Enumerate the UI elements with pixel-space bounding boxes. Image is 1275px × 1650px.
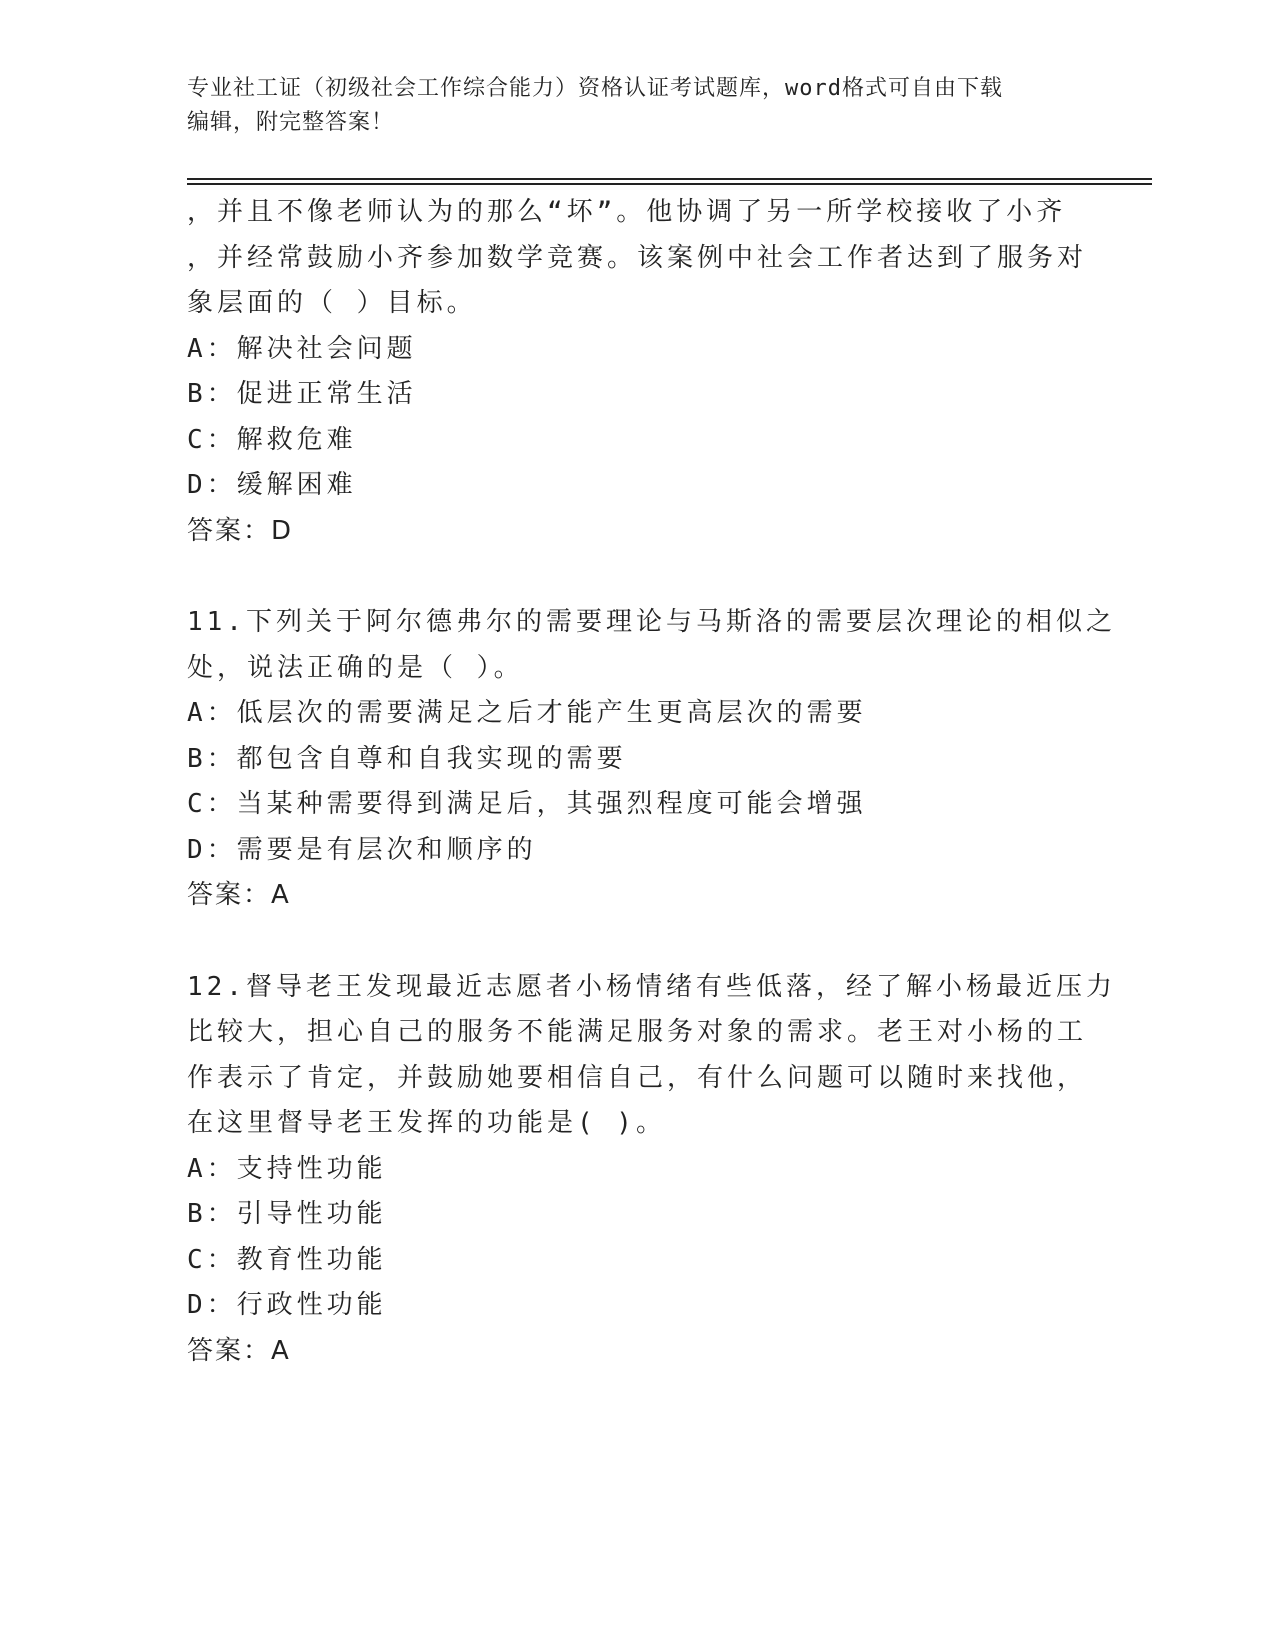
- question-12: [187, 965, 1116, 1375]
- option-c: C：教育性功能: [187, 1244, 387, 1275]
- option-a: A：支持性功能: [187, 1153, 387, 1184]
- answer-label: 答案：A: [187, 1335, 291, 1366]
- question-stem-line: 象层面的（ ）目标。: [187, 288, 477, 318]
- question-spacer: [187, 554, 1087, 600]
- header-line-2: 编辑，附完整答案！: [187, 110, 395, 135]
- question-stem-line: ，并且不像老师认为的那么“坏”。他协调了另一所学校接收了小齐: [187, 197, 1067, 227]
- header-divider-top: [187, 178, 1152, 180]
- option-b: B：都包含自尊和自我实现的需要: [187, 743, 627, 774]
- option-d: D：需要是有层次和顺序的: [187, 834, 537, 865]
- answer-label: 答案：A: [187, 880, 291, 910]
- question-stem-line: 11.下列关于阿尔德弗尔的需要理论与马斯洛的需要层次理论的相似之: [187, 607, 1116, 637]
- option-a: A：低层次的需要满足之后才能产生更高层次的需要: [187, 698, 867, 728]
- option-c: C：解救危难: [187, 424, 357, 455]
- question-stem-line: 12.督导老王发现最近志愿者小杨情绪有些低落，经了解小杨最近压力: [187, 971, 1116, 1002]
- header-line-1: 专业社工证（初级社会工作综合能力）资格认证考试题库，word格式可自由下载: [187, 76, 1003, 101]
- question-stem-line: ，并经常鼓励小齐参加数学竞赛。该案例中社会工作者达到了服务对: [187, 242, 1088, 273]
- page-header: [187, 72, 1087, 140]
- option-d: D：行政性功能: [187, 1290, 387, 1320]
- option-d: D：缓解困难: [187, 470, 357, 500]
- question-stem-line: 作表示了肯定，并鼓励她要相信自己，有什么问题可以随时来找他，: [187, 1062, 1088, 1093]
- question-stem-line: 在这里督导老王发挥的功能是( )。: [187, 1108, 666, 1138]
- question-spacer: [187, 919, 1087, 965]
- option-b: B：促进正常生活: [187, 379, 417, 409]
- option-c: C：当某种需要得到满足后，其强烈程度可能会增强: [187, 789, 867, 819]
- option-a: A：解决社会问题: [187, 333, 417, 364]
- header-divider-bottom: [187, 183, 1152, 185]
- question-stem-line: 处，说法正确的是（ ）。: [187, 652, 524, 683]
- question-stem-line: 比较大，担心自己的服务不能满足服务对象的需求。老王对小杨的工: [187, 1017, 1088, 1047]
- question-list: [187, 190, 1116, 1374]
- option-b: B：引导性功能: [187, 1199, 387, 1229]
- answer-label: 答案：D: [187, 515, 294, 546]
- question-10: [187, 190, 1087, 554]
- question-11: [187, 600, 1116, 919]
